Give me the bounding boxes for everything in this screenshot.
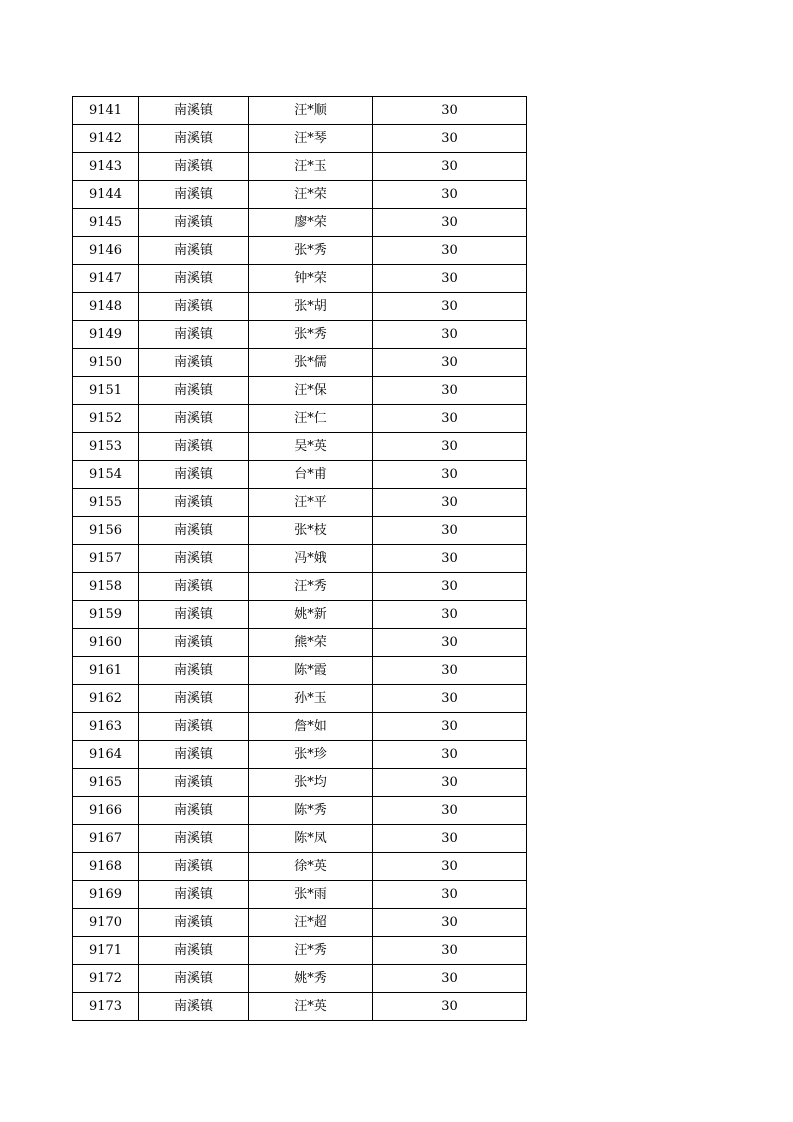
town-cell: 南溪镇 <box>139 881 249 909</box>
row-number-cell: 9155 <box>73 489 139 517</box>
name-cell: 熊*荣 <box>249 629 373 657</box>
amount-cell: 30 <box>373 209 527 237</box>
name-cell: 汪*平 <box>249 489 373 517</box>
name-cell: 吴*英 <box>249 433 373 461</box>
name-cell: 台*甫 <box>249 461 373 489</box>
amount-cell: 30 <box>373 349 527 377</box>
name-cell: 陈*霞 <box>249 657 373 685</box>
town-cell: 南溪镇 <box>139 461 249 489</box>
table-row <box>73 909 527 937</box>
amount-cell: 30 <box>373 97 527 125</box>
town-cell: 南溪镇 <box>139 965 249 993</box>
town-cell: 南溪镇 <box>139 405 249 433</box>
amount-cell: 30 <box>373 797 527 825</box>
table-row <box>73 741 527 769</box>
amount-cell: 30 <box>373 237 527 265</box>
amount-cell: 30 <box>373 573 527 601</box>
name-cell: 陈*凤 <box>249 825 373 853</box>
table-row <box>73 601 527 629</box>
row-number-cell: 9144 <box>73 181 139 209</box>
table-row <box>73 489 527 517</box>
row-number-cell: 9151 <box>73 377 139 405</box>
name-cell: 姚*新 <box>249 601 373 629</box>
table-row <box>73 237 527 265</box>
table-row <box>73 321 527 349</box>
town-cell: 南溪镇 <box>139 517 249 545</box>
row-number-cell: 9154 <box>73 461 139 489</box>
name-cell: 冯*娥 <box>249 545 373 573</box>
town-cell: 南溪镇 <box>139 181 249 209</box>
name-cell: 姚*秀 <box>249 965 373 993</box>
name-cell: 汪*玉 <box>249 153 373 181</box>
row-number-cell: 9152 <box>73 405 139 433</box>
name-cell: 张*秀 <box>249 321 373 349</box>
row-number-cell: 9172 <box>73 965 139 993</box>
name-cell: 汪*秀 <box>249 573 373 601</box>
town-cell: 南溪镇 <box>139 629 249 657</box>
name-cell: 汪*秀 <box>249 937 373 965</box>
amount-cell: 30 <box>373 461 527 489</box>
table-row <box>73 153 527 181</box>
table-row <box>73 377 527 405</box>
amount-cell: 30 <box>373 657 527 685</box>
town-cell: 南溪镇 <box>139 545 249 573</box>
name-cell: 张*枝 <box>249 517 373 545</box>
amount-cell: 30 <box>373 713 527 741</box>
town-cell: 南溪镇 <box>139 685 249 713</box>
name-cell: 钟*荣 <box>249 265 373 293</box>
table-row <box>73 965 527 993</box>
table-row <box>73 461 527 489</box>
amount-cell: 30 <box>373 629 527 657</box>
name-cell: 孙*玉 <box>249 685 373 713</box>
town-cell: 南溪镇 <box>139 349 249 377</box>
row-number-cell: 9141 <box>73 97 139 125</box>
name-cell: 汪*仁 <box>249 405 373 433</box>
town-cell: 南溪镇 <box>139 433 249 461</box>
table-row <box>73 993 527 1021</box>
row-number-cell: 9158 <box>73 573 139 601</box>
row-number-cell: 9148 <box>73 293 139 321</box>
town-cell: 南溪镇 <box>139 237 249 265</box>
name-cell: 廖*荣 <box>249 209 373 237</box>
name-cell: 汪*超 <box>249 909 373 937</box>
amount-cell: 30 <box>373 825 527 853</box>
town-cell: 南溪镇 <box>139 321 249 349</box>
table-row <box>73 769 527 797</box>
row-number-cell: 9162 <box>73 685 139 713</box>
amount-cell: 30 <box>373 489 527 517</box>
row-number-cell: 9149 <box>73 321 139 349</box>
table-row <box>73 209 527 237</box>
table-row <box>73 797 527 825</box>
town-cell: 南溪镇 <box>139 825 249 853</box>
row-number-cell: 9165 <box>73 769 139 797</box>
table-row <box>73 881 527 909</box>
row-number-cell: 9156 <box>73 517 139 545</box>
name-cell: 詹*如 <box>249 713 373 741</box>
amount-cell: 30 <box>373 601 527 629</box>
amount-cell: 30 <box>373 993 527 1021</box>
town-cell: 南溪镇 <box>139 153 249 181</box>
table-row <box>73 433 527 461</box>
town-cell: 南溪镇 <box>139 97 249 125</box>
table-row <box>73 853 527 881</box>
data-table <box>72 96 527 1021</box>
town-cell: 南溪镇 <box>139 741 249 769</box>
row-number-cell: 9142 <box>73 125 139 153</box>
row-number-cell: 9153 <box>73 433 139 461</box>
table-row <box>73 657 527 685</box>
table-row <box>73 405 527 433</box>
row-number-cell: 9166 <box>73 797 139 825</box>
name-cell: 张*雨 <box>249 881 373 909</box>
table-row <box>73 685 527 713</box>
amount-cell: 30 <box>373 881 527 909</box>
amount-cell: 30 <box>373 769 527 797</box>
town-cell: 南溪镇 <box>139 209 249 237</box>
row-number-cell: 9157 <box>73 545 139 573</box>
row-number-cell: 9164 <box>73 741 139 769</box>
table-row <box>73 97 527 125</box>
name-cell: 汪*顺 <box>249 97 373 125</box>
row-number-cell: 9150 <box>73 349 139 377</box>
town-cell: 南溪镇 <box>139 993 249 1021</box>
row-number-cell: 9161 <box>73 657 139 685</box>
town-cell: 南溪镇 <box>139 909 249 937</box>
town-cell: 南溪镇 <box>139 713 249 741</box>
town-cell: 南溪镇 <box>139 853 249 881</box>
town-cell: 南溪镇 <box>139 797 249 825</box>
table-row <box>73 125 527 153</box>
row-number-cell: 9168 <box>73 853 139 881</box>
amount-cell: 30 <box>373 517 527 545</box>
amount-cell: 30 <box>373 293 527 321</box>
amount-cell: 30 <box>373 377 527 405</box>
town-cell: 南溪镇 <box>139 769 249 797</box>
town-cell: 南溪镇 <box>139 125 249 153</box>
row-number-cell: 9163 <box>73 713 139 741</box>
town-cell: 南溪镇 <box>139 265 249 293</box>
amount-cell: 30 <box>373 181 527 209</box>
name-cell: 陈*秀 <box>249 797 373 825</box>
row-number-cell: 9146 <box>73 237 139 265</box>
row-number-cell: 9171 <box>73 937 139 965</box>
town-cell: 南溪镇 <box>139 937 249 965</box>
name-cell: 张*儒 <box>249 349 373 377</box>
amount-cell: 30 <box>373 265 527 293</box>
amount-cell: 30 <box>373 125 527 153</box>
table-row <box>73 937 527 965</box>
name-cell: 张*胡 <box>249 293 373 321</box>
amount-cell: 30 <box>373 965 527 993</box>
table-row <box>73 629 527 657</box>
row-number-cell: 9169 <box>73 881 139 909</box>
row-number-cell: 9145 <box>73 209 139 237</box>
town-cell: 南溪镇 <box>139 489 249 517</box>
name-cell: 汪*琴 <box>249 125 373 153</box>
town-cell: 南溪镇 <box>139 657 249 685</box>
row-number-cell: 9167 <box>73 825 139 853</box>
name-cell: 徐*英 <box>249 853 373 881</box>
row-number-cell: 9170 <box>73 909 139 937</box>
town-cell: 南溪镇 <box>139 573 249 601</box>
table-row <box>73 517 527 545</box>
name-cell: 汪*英 <box>249 993 373 1021</box>
row-number-cell: 9147 <box>73 265 139 293</box>
name-cell: 张*均 <box>249 769 373 797</box>
town-cell: 南溪镇 <box>139 601 249 629</box>
table-row <box>73 713 527 741</box>
row-number-cell: 9159 <box>73 601 139 629</box>
table-body <box>73 97 527 1021</box>
town-cell: 南溪镇 <box>139 377 249 405</box>
table-row <box>73 349 527 377</box>
table-row <box>73 293 527 321</box>
table-row <box>73 545 527 573</box>
amount-cell: 30 <box>373 937 527 965</box>
amount-cell: 30 <box>373 909 527 937</box>
name-cell: 汪*荣 <box>249 181 373 209</box>
row-number-cell: 9160 <box>73 629 139 657</box>
table-row <box>73 573 527 601</box>
amount-cell: 30 <box>373 153 527 181</box>
town-cell: 南溪镇 <box>139 293 249 321</box>
amount-cell: 30 <box>373 433 527 461</box>
name-cell: 张*秀 <box>249 237 373 265</box>
amount-cell: 30 <box>373 321 527 349</box>
amount-cell: 30 <box>373 853 527 881</box>
row-number-cell: 9173 <box>73 993 139 1021</box>
amount-cell: 30 <box>373 685 527 713</box>
amount-cell: 30 <box>373 545 527 573</box>
table-row <box>73 265 527 293</box>
amount-cell: 30 <box>373 741 527 769</box>
table-row <box>73 825 527 853</box>
amount-cell: 30 <box>373 405 527 433</box>
name-cell: 汪*保 <box>249 377 373 405</box>
table-row <box>73 181 527 209</box>
row-number-cell: 9143 <box>73 153 139 181</box>
name-cell: 张*珍 <box>249 741 373 769</box>
